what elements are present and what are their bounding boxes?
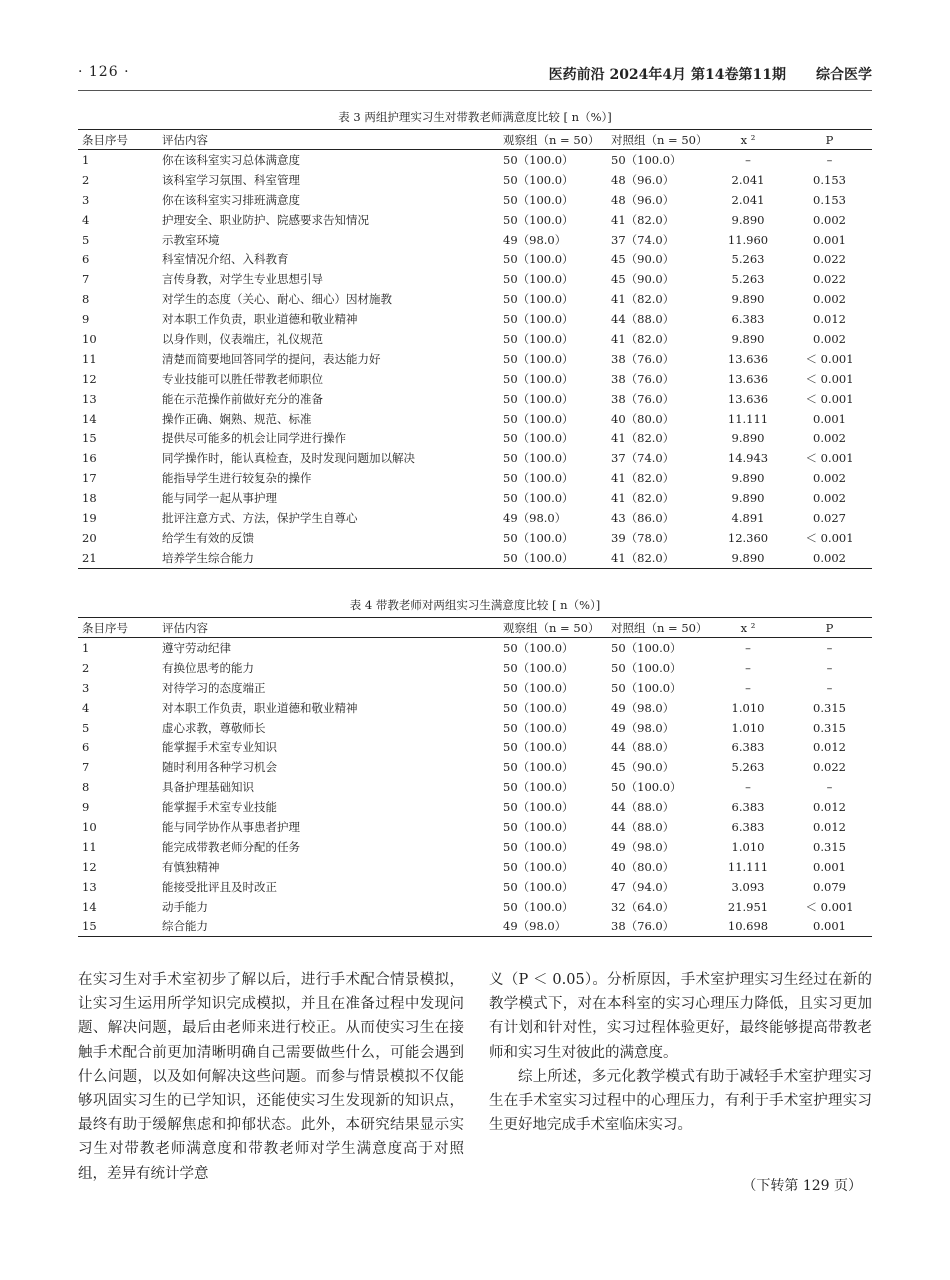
table3-cell-control-value: 37（74.0） bbox=[611, 232, 675, 247]
table3-row bbox=[78, 349, 872, 369]
table3-cell-observation-value: 50（100.0） bbox=[503, 491, 574, 506]
table4-cell-chi-square: 11.111 bbox=[727, 859, 769, 874]
table3-cell-item-number: 20 bbox=[82, 530, 97, 545]
table4-cell-item-number: 9 bbox=[82, 800, 90, 815]
table3-cell-chi-square: 6.383 bbox=[731, 312, 765, 327]
table3-cell-item-number: 6 bbox=[82, 252, 90, 267]
table3-cell-control-value: 41（82.0） bbox=[611, 431, 675, 446]
table3-cell-control-value: 48（96.0） bbox=[611, 172, 675, 187]
table4-cell-control-value: 50（100.0） bbox=[611, 640, 682, 655]
table3-cell-observation-value: 50（100.0） bbox=[503, 351, 574, 366]
table3-col-control: 对照组（n = 50） bbox=[597, 130, 709, 150]
table3-cell-p-value: 0.027 bbox=[813, 510, 846, 525]
table4-cell-item-content: 能接受批评且及时改正 bbox=[162, 879, 277, 894]
table3-cell-p-value: 0.012 bbox=[813, 312, 846, 327]
table3-row bbox=[78, 230, 872, 250]
table3-row bbox=[78, 369, 872, 389]
table4-cell-chi-square: 1.010 bbox=[731, 839, 765, 854]
table4-cell-control-value: 49（98.0） bbox=[611, 839, 675, 854]
table3-cell-control-value: 38（76.0） bbox=[611, 351, 675, 366]
table3-cell-item-content: 该科室学习氛围、科室管理 bbox=[162, 172, 300, 187]
table4-cell-observation-value: 50（100.0） bbox=[503, 640, 574, 655]
table3-cell-item-content: 能与同学一起从事护理 bbox=[162, 491, 277, 506]
table4-row bbox=[78, 897, 872, 917]
table4-cell-observation-value: 50（100.0） bbox=[503, 680, 574, 695]
table4-cell-p-value: 0.001 bbox=[813, 859, 846, 874]
table3-cell-observation-value: 50（100.0） bbox=[503, 152, 574, 167]
table3-cell-chi-square: 2.041 bbox=[731, 172, 765, 187]
table3-cell-control-value: 38（76.0） bbox=[611, 391, 675, 406]
table4-header-row bbox=[78, 618, 872, 638]
table4-cell-p-value: 0.012 bbox=[813, 819, 846, 834]
table3-cell-control-value: 40（80.0） bbox=[611, 411, 675, 426]
table4-cell-chi-square: – bbox=[745, 680, 751, 695]
table3-cell-p-value: ＜ 0.001 bbox=[805, 391, 854, 406]
table4-cell-item-number: 14 bbox=[82, 899, 97, 914]
table4-cell-p-value: ＜ 0.001 bbox=[805, 899, 854, 914]
table4-caption: 表 4 带教老师对两组实习生满意度比较 [ n（%）] bbox=[349, 598, 601, 612]
table4-cell-item-number: 15 bbox=[78, 916, 158, 936]
table3-cell-p-value: 0.002 bbox=[813, 431, 846, 446]
table3-cell-observation-value: 49（98.0） bbox=[503, 232, 567, 247]
table3-cell-chi-square: 12.360 bbox=[727, 530, 769, 545]
table3-cell-chi-square: 13.636 bbox=[727, 351, 769, 366]
body-paragraph-conclusion: 综上所述，多元化教学模式有助于减轻手术室护理实习生在手术室实习过程中的心理压力，有利于手术室护理实习生更好地完成手术室临床实习。 bbox=[489, 1068, 872, 1134]
table3-cell-item-content: 给学生有效的反馈 bbox=[162, 530, 254, 545]
table4-cell-item-number: 7 bbox=[82, 760, 90, 775]
table3-cell-item-content: 示教室环境 bbox=[162, 232, 220, 247]
table3-caption: 表 3 两组护理实习生对带教老师满意度比较 [ n（%）] bbox=[338, 110, 612, 124]
table3-cell-item-number: 17 bbox=[82, 471, 97, 486]
table3-cell-item-number: 1 bbox=[82, 152, 90, 167]
table3-row bbox=[78, 269, 872, 289]
table3-cell-observation-value: 50（100.0） bbox=[503, 331, 574, 346]
table4-cell-chi-square: 6.383 bbox=[731, 740, 765, 755]
table3-cell-item-content: 培养学生综合能力 bbox=[158, 548, 485, 568]
table4-col-chi2: x ² bbox=[709, 618, 787, 638]
continued-note bbox=[489, 1175, 872, 1195]
table3-cell-item-content: 批评注意方式、方法，保护学生自尊心 bbox=[162, 510, 358, 525]
table3-row bbox=[78, 289, 872, 309]
table4-cell-p-value: 0.012 bbox=[813, 740, 846, 755]
table3-cell-item-content: 能在示范操作前做好充分的准备 bbox=[162, 391, 323, 406]
table3-cell-observation-value: 50（100.0） bbox=[503, 391, 574, 406]
table3-cell-p-value: ＜ 0.001 bbox=[805, 351, 854, 366]
table3-cell-observation-value: 50（100.0） bbox=[503, 411, 574, 426]
table4-cell-item-content: 对本职工作负责，职业道德和敬业精神 bbox=[162, 700, 358, 715]
table3-cell-p-value: 0.022 bbox=[813, 252, 846, 267]
table3-cell-item-number: 4 bbox=[82, 212, 90, 227]
table4-cell-control-value: 44（88.0） bbox=[611, 800, 675, 815]
table3-row bbox=[78, 190, 872, 210]
table3-cell-observation-value: 50（100.0） bbox=[503, 530, 574, 545]
table3-cell-chi-square: 5.263 bbox=[731, 272, 765, 287]
table4-cell-chi-square: – bbox=[745, 780, 751, 795]
table3-cell-item-number: 8 bbox=[82, 292, 90, 307]
table3-row bbox=[78, 309, 872, 329]
table4-row bbox=[78, 777, 872, 797]
table4-cell-observation-value: 50（100.0） bbox=[503, 819, 574, 834]
table3-col-observation: 观察组（n = 50） bbox=[485, 130, 597, 150]
table4-cell-control-value: 32（64.0） bbox=[611, 899, 675, 914]
continued-note-text: （下转第 129 页） bbox=[742, 1178, 862, 1194]
table4-cell-control-value: 44（88.0） bbox=[611, 740, 675, 755]
table3-cell-item-number: 5 bbox=[82, 232, 90, 247]
table4-cell-chi-square: – bbox=[745, 660, 751, 675]
table3-col-item: 评估内容 bbox=[158, 130, 485, 150]
table3-cell-p-value: 0.001 bbox=[813, 232, 846, 247]
table4-row bbox=[78, 916, 872, 936]
table4-cell-p-value: – bbox=[826, 660, 833, 675]
table4-cell-observation-value: 50（100.0） bbox=[503, 839, 574, 854]
table4-cell-p-value: – bbox=[826, 680, 833, 695]
table3-col-p: P bbox=[787, 130, 872, 150]
table3-cell-chi-square: 9.890 bbox=[731, 431, 765, 446]
journal-title: 医药前沿 2024年4月 第14卷第11期 bbox=[548, 67, 786, 83]
table4-col-item: 评估内容 bbox=[158, 618, 485, 638]
table3-cell-control-value: 44（88.0） bbox=[611, 312, 675, 327]
table4-cell-item-content: 遵守劳动纪律 bbox=[162, 640, 231, 655]
table3-cell-chi-square: 2.041 bbox=[731, 192, 765, 207]
table3-cell-observation-value: 50（100.0） bbox=[503, 252, 574, 267]
table3-row bbox=[78, 448, 872, 468]
table4-col-number: 条目序号 bbox=[78, 618, 158, 638]
table3-cell-chi-square: 9.890 bbox=[709, 548, 787, 568]
table3-row bbox=[78, 150, 872, 170]
table4-cell-item-content: 能掌握手术室专业知识 bbox=[162, 740, 277, 755]
table3-cell-p-value: ＜ 0.001 bbox=[805, 451, 854, 466]
table3-cell-control-value: 41（82.0） bbox=[611, 471, 675, 486]
table4-cell-item-content: 有慎独精神 bbox=[162, 859, 220, 874]
table4-cell-control-value: 45（90.0） bbox=[611, 760, 675, 775]
table4-cell-chi-square: 3.093 bbox=[731, 879, 765, 894]
table3-cell-observation-value: 50（100.0） bbox=[503, 431, 574, 446]
table3-cell-p-value: 0.001 bbox=[813, 411, 846, 426]
table4-row bbox=[78, 817, 872, 837]
table3-row bbox=[78, 488, 872, 508]
table4-cell-observation-value: 50（100.0） bbox=[503, 720, 574, 735]
table4-cell-item-content: 能掌握手术室专业技能 bbox=[162, 800, 277, 815]
table3-cell-chi-square: 13.636 bbox=[727, 371, 769, 386]
table3-cell-chi-square: 14.943 bbox=[727, 451, 769, 466]
table3-cell-p-value: 0.153 bbox=[813, 172, 846, 187]
table4-cell-item-content: 能完成带教老师分配的任务 bbox=[162, 839, 300, 854]
table3-cell-item-content: 对学生的态度（关心、耐心、细心）因材施教 bbox=[162, 292, 392, 307]
table3-cell-item-number: 16 bbox=[82, 451, 97, 466]
table3-cell-item-content: 护理安全、职业防护、院感要求告知情况 bbox=[162, 212, 369, 227]
table3-cell-observation-value: 50（100.0） bbox=[503, 172, 574, 187]
body-paragraph-right-1: 义（P ＜ 0.05）。分析原因，手术室护理实习生经过在新的教学模式下，对在本科室的实习心理压力降低，且实习更加有计划和针对性，实习过程体验更好，最终能够提高带教老师和实习生对彼此的满意度。 bbox=[489, 972, 872, 1061]
table4-cell-item-content: 综合能力 bbox=[158, 916, 485, 936]
table4-col-p: P bbox=[787, 618, 872, 638]
table3-cell-chi-square: 13.636 bbox=[727, 391, 769, 406]
table3-row bbox=[78, 389, 872, 409]
table4-cell-chi-square: 10.698 bbox=[709, 916, 787, 936]
table4-cell-observation-value: 50（100.0） bbox=[503, 780, 574, 795]
table4-row bbox=[78, 877, 872, 897]
table3-cell-item-number: 12 bbox=[82, 371, 97, 386]
table3-cell-item-number: 13 bbox=[82, 391, 97, 406]
table4-cell-item-number: 4 bbox=[82, 700, 90, 715]
table3-cell-chi-square: 9.890 bbox=[731, 212, 765, 227]
table3-cell-chi-square: 9.890 bbox=[731, 292, 765, 307]
table3-header-row bbox=[78, 130, 872, 150]
table4-cell-item-number: 1 bbox=[82, 640, 90, 655]
table4-cell-item-content: 有换位思考的能力 bbox=[162, 660, 254, 675]
table4-cell-observation-value: 49（98.0） bbox=[485, 916, 597, 936]
table4-cell-chi-square: – bbox=[745, 640, 751, 655]
table3-cell-p-value: 0.002 bbox=[787, 548, 872, 568]
table4-cell-p-value: 0.001 bbox=[787, 916, 872, 936]
table3-cell-item-number: 19 bbox=[82, 510, 97, 525]
table3-cell-p-value: ＜ 0.001 bbox=[805, 530, 854, 545]
table4-cell-control-value: 50（100.0） bbox=[611, 660, 682, 675]
table3-cell-observation-value: 50（100.0） bbox=[503, 471, 574, 486]
table3-cell-chi-square: 5.263 bbox=[731, 252, 765, 267]
table4-cell-item-number: 11 bbox=[82, 839, 97, 854]
table3-cell-item-number: 7 bbox=[82, 272, 90, 287]
table3-cell-chi-square: 4.891 bbox=[731, 510, 765, 525]
journal-info bbox=[549, 64, 872, 84]
table4-row bbox=[78, 837, 872, 857]
table4-cell-item-content: 对待学习的态度端正 bbox=[162, 680, 266, 695]
table3-row bbox=[78, 210, 872, 230]
table4-cell-item-content: 能与同学协作从事患者护理 bbox=[162, 819, 300, 834]
table4-cell-item-number: 5 bbox=[82, 720, 90, 735]
table3-cell-item-content: 操作正确、娴熟、规范、标准 bbox=[162, 411, 312, 426]
table4-row bbox=[78, 757, 872, 777]
table3-row bbox=[78, 548, 872, 568]
table3-row bbox=[78, 508, 872, 528]
table4-cell-item-number: 6 bbox=[82, 740, 90, 755]
table3-cell-observation-value: 50（100.0） bbox=[503, 371, 574, 386]
table4-cell-p-value: 0.022 bbox=[813, 760, 846, 775]
table4-cell-item-number: 3 bbox=[82, 680, 90, 695]
table4-cell-chi-square: 5.263 bbox=[731, 760, 765, 775]
table4-cell-control-value: 47（94.0） bbox=[611, 879, 675, 894]
table3-cell-item-content: 以身作则，仪表端庄，礼仪规范 bbox=[162, 331, 323, 346]
table3-cell-observation-value: 50（100.0） bbox=[485, 548, 597, 568]
table4-row bbox=[78, 658, 872, 678]
table3-cell-observation-value: 50（100.0） bbox=[503, 451, 574, 466]
table4-cell-control-value: 49（98.0） bbox=[611, 720, 675, 735]
table3-cell-item-number: 21 bbox=[78, 548, 158, 568]
table3-cell-observation-value: 50（100.0） bbox=[503, 272, 574, 287]
table3-cell-chi-square: 11.960 bbox=[727, 232, 769, 247]
table4-cell-item-content: 具备护理基础知识 bbox=[162, 780, 254, 795]
table3-cell-item-content: 能指导学生进行较复杂的操作 bbox=[162, 471, 312, 486]
table3-cell-control-value: 41（82.0） bbox=[597, 548, 709, 568]
journal-section: 综合医学 bbox=[816, 67, 872, 83]
table3-cell-item-content: 专业技能可以胜任带教老师职位 bbox=[162, 371, 323, 386]
table3-cell-item-content: 你在该科室实习总体满意度 bbox=[162, 152, 300, 167]
table4 bbox=[78, 617, 872, 937]
table3-cell-control-value: 41（82.0） bbox=[611, 212, 675, 227]
table3-cell-item-number: 18 bbox=[82, 491, 97, 506]
table3-cell-p-value: 0.002 bbox=[813, 292, 846, 307]
table3-cell-item-content: 你在该科室实习排班满意度 bbox=[162, 192, 300, 207]
table3-row bbox=[78, 409, 872, 429]
table3-row bbox=[78, 428, 872, 448]
table4-cell-item-content: 虚心求教，尊敬师长 bbox=[162, 720, 266, 735]
table4-cell-p-value: 0.315 bbox=[813, 839, 846, 854]
table4-cell-chi-square: 1.010 bbox=[731, 700, 765, 715]
table3-cell-item-number: 2 bbox=[82, 172, 90, 187]
table3-cell-control-value: 39（78.0） bbox=[611, 530, 675, 545]
table3-row bbox=[78, 528, 872, 548]
table3 bbox=[78, 129, 872, 569]
table3-cell-item-content: 同学操作时，能认真检查，及时发现问题加以解决 bbox=[162, 451, 415, 466]
table4-row bbox=[78, 857, 872, 877]
body-right-column bbox=[489, 968, 872, 1137]
table3-cell-item-content: 科室情况介绍、入科教育 bbox=[162, 252, 289, 267]
table3-cell-control-value: 45（90.0） bbox=[611, 252, 675, 267]
table4-cell-item-number: 13 bbox=[82, 879, 97, 894]
table4-cell-control-value: 40（80.0） bbox=[611, 859, 675, 874]
table3-cell-item-number: 3 bbox=[82, 192, 90, 207]
table4-cell-chi-square: 21.951 bbox=[727, 899, 769, 914]
table4-cell-item-number: 10 bbox=[82, 819, 97, 834]
table3-cell-p-value: 0.153 bbox=[813, 192, 846, 207]
table3-row bbox=[78, 170, 872, 190]
table4-col-observation: 观察组（n = 50） bbox=[485, 618, 597, 638]
table4-row bbox=[78, 638, 872, 658]
table4-cell-observation-value: 50（100.0） bbox=[503, 760, 574, 775]
table3-cell-item-content: 对本职工作负责，职业道德和敬业精神 bbox=[162, 312, 358, 327]
table4-cell-p-value: 0.079 bbox=[813, 879, 846, 894]
table3-cell-p-value: 0.002 bbox=[813, 471, 846, 486]
table3-cell-observation-value: 50（100.0） bbox=[503, 312, 574, 327]
table3-cell-item-content: 清楚而简要地回答同学的提问，表达能力好 bbox=[162, 351, 381, 366]
table4-cell-p-value: – bbox=[826, 780, 833, 795]
table4-cell-item-number: 2 bbox=[82, 660, 90, 675]
table4-cell-control-value: 50（100.0） bbox=[611, 780, 682, 795]
table4-row bbox=[78, 797, 872, 817]
table3-cell-observation-value: 50（100.0） bbox=[503, 212, 574, 227]
table3-cell-control-value: 41（82.0） bbox=[611, 491, 675, 506]
table4-cell-p-value: 0.012 bbox=[813, 800, 846, 815]
table3-cell-item-number: 14 bbox=[82, 411, 97, 426]
table3-cell-item-content: 提供尽可能多的机会让同学进行操作 bbox=[162, 431, 346, 446]
table3-col-chi2: x ² bbox=[709, 130, 787, 150]
page-header bbox=[78, 62, 872, 91]
table3-cell-control-value: 45（90.0） bbox=[611, 272, 675, 287]
table3-cell-control-value: 43（86.0） bbox=[611, 510, 675, 525]
table3-cell-observation-value: 50（100.0） bbox=[503, 192, 574, 207]
table3-cell-item-number: 11 bbox=[82, 351, 97, 366]
table3-cell-control-value: 38（76.0） bbox=[611, 371, 675, 386]
table3-row bbox=[78, 329, 872, 349]
table4-cell-observation-value: 50（100.0） bbox=[503, 800, 574, 815]
table4-row bbox=[78, 737, 872, 757]
table3-cell-p-value: 0.002 bbox=[813, 491, 846, 506]
page-number: · 126 · bbox=[78, 64, 130, 80]
table4-cell-observation-value: 50（100.0） bbox=[503, 660, 574, 675]
table3-row bbox=[78, 249, 872, 269]
table4-cell-item-number: 8 bbox=[82, 780, 90, 795]
table3-cell-control-value: 41（82.0） bbox=[611, 292, 675, 307]
table4-cell-observation-value: 50（100.0） bbox=[503, 879, 574, 894]
table4-cell-control-value: 50（100.0） bbox=[611, 680, 682, 695]
table4-cell-observation-value: 50（100.0） bbox=[503, 740, 574, 755]
table4-cell-control-value: 44（88.0） bbox=[611, 819, 675, 834]
table4-row bbox=[78, 718, 872, 738]
table3-cell-chi-square: 9.890 bbox=[731, 331, 765, 346]
table4-cell-observation-value: 50（100.0） bbox=[503, 700, 574, 715]
table3-cell-p-value: 0.022 bbox=[813, 272, 846, 287]
table4-cell-item-content: 动手能力 bbox=[162, 899, 208, 914]
table3-cell-p-value: 0.002 bbox=[813, 212, 846, 227]
table3-cell-item-number: 15 bbox=[82, 431, 97, 446]
table3-cell-control-value: 50（100.0） bbox=[611, 152, 682, 167]
table4-row bbox=[78, 698, 872, 718]
table3-cell-control-value: 37（74.0） bbox=[611, 451, 675, 466]
table4-col-control: 对照组（n = 50） bbox=[597, 618, 709, 638]
table3-cell-item-number: 9 bbox=[82, 312, 90, 327]
table4-row bbox=[78, 678, 872, 698]
table4-cell-item-number: 12 bbox=[82, 859, 97, 874]
table3-cell-p-value: – bbox=[826, 152, 833, 167]
table4-cell-chi-square: 6.383 bbox=[731, 800, 765, 815]
table3-cell-control-value: 48（96.0） bbox=[611, 192, 675, 207]
table3-cell-chi-square: 11.111 bbox=[727, 411, 769, 426]
table4-cell-p-value: – bbox=[826, 640, 833, 655]
table4-cell-chi-square: 6.383 bbox=[731, 819, 765, 834]
body-left-column bbox=[78, 968, 464, 1186]
table3-cell-observation-value: 49（98.0） bbox=[503, 510, 567, 525]
table4-cell-observation-value: 50（100.0） bbox=[503, 859, 574, 874]
table3-cell-chi-square: – bbox=[745, 152, 751, 167]
table3-cell-item-content: 言传身教，对学生专业思想引导 bbox=[162, 272, 323, 287]
table4-cell-observation-value: 50（100.0） bbox=[503, 899, 574, 914]
table4-cell-chi-square: 1.010 bbox=[731, 720, 765, 735]
table3-cell-chi-square: 9.890 bbox=[731, 491, 765, 506]
table3-col-number: 条目序号 bbox=[78, 130, 158, 150]
table3-cell-item-number: 10 bbox=[82, 331, 97, 346]
table3-cell-p-value: ＜ 0.001 bbox=[805, 371, 854, 386]
table4-cell-control-value: 49（98.0） bbox=[611, 700, 675, 715]
table4-cell-item-content: 随时利用各种学习机会 bbox=[162, 760, 277, 775]
table3-cell-chi-square: 9.890 bbox=[731, 471, 765, 486]
table3-cell-observation-value: 50（100.0） bbox=[503, 292, 574, 307]
table4-cell-p-value: 0.315 bbox=[813, 720, 846, 735]
table4-cell-p-value: 0.315 bbox=[813, 700, 846, 715]
table3-row bbox=[78, 468, 872, 488]
table4-cell-control-value: 38（76.0） bbox=[597, 916, 709, 936]
table3-cell-control-value: 41（82.0） bbox=[611, 331, 675, 346]
body-paragraph-left: 在实习生对手术室初步了解以后，进行手术配合情景模拟，让实习生运用所学知识完成模拟，并且在准备过程中发现问题、解决问题，最后由老师来进行校正。从而使实习生在接触手术配合前更加清晰明确自己需要做些什么，可能会遇到什么问题，以及如何解决这些问题。而参与情景模拟不仅能够巩固实习生的已学知识，还能使实习生发现新的知识点，最终有助于缓解焦虑和抑郁状态。此外，本研究结果显示实习生对带教老师满意度和带教老师对学生满意度高于对照组，差异有统计学意 bbox=[78, 972, 464, 1182]
table3-cell-p-value: 0.002 bbox=[813, 331, 846, 346]
